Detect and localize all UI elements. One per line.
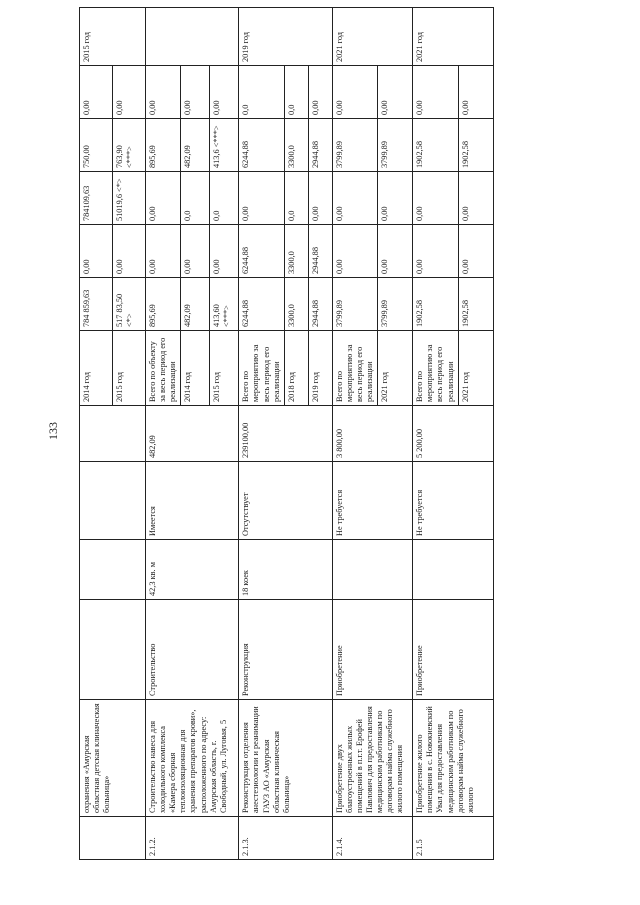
amount-regional: 0,0 xyxy=(181,172,210,225)
amount-other: 0,00 xyxy=(210,66,239,119)
work-type: Приобретение xyxy=(413,600,493,700)
capacity xyxy=(413,540,493,600)
period-label: 2014 год xyxy=(80,331,113,406)
design-status: Отсутствует xyxy=(239,462,332,540)
amount-regional: 0,00 xyxy=(378,172,413,225)
amount-local: 750,00 xyxy=(80,119,113,172)
amount-total: 1902,58 xyxy=(458,278,493,331)
period-label: Всего по объекту за весь период его реализации xyxy=(146,331,181,406)
estimated-cost: 3 800,00 xyxy=(332,406,412,462)
page-number: 133 xyxy=(46,422,60,440)
capacity: 18 коек xyxy=(239,540,332,600)
row-number: 2.1.4. xyxy=(332,817,412,860)
amount-other: 0,00 xyxy=(181,66,210,119)
amount-federal: 3300,0 xyxy=(284,225,308,278)
completion-year xyxy=(146,8,239,66)
object-name: Приобретение двух благоустроенных жилых помещений в п.г.т. Ерофей Павлович для предоставления медицинским работникам по договорам найма служебного жилого помещения xyxy=(332,700,412,817)
table-row xyxy=(332,8,377,860)
work-type: Приобретение xyxy=(332,600,412,700)
amount-regional: 0,00 xyxy=(239,172,284,225)
amount-regional: 0,0 xyxy=(210,172,239,225)
amount-other: 0,00 xyxy=(413,66,458,119)
amount-federal: 0,00 xyxy=(181,225,210,278)
amount-federal: 0,00 xyxy=(80,225,113,278)
row-number xyxy=(80,817,146,860)
period-label: Всего по мероприятию за весь период его реализации xyxy=(239,331,284,406)
row-number: 2.1.2. xyxy=(146,817,239,860)
amount-local: 2944,88 xyxy=(308,119,332,172)
amount-other: 0,00 xyxy=(146,66,181,119)
completion-year: 2019 год xyxy=(239,8,332,66)
work-type xyxy=(80,600,146,700)
amount-other: 0,00 xyxy=(113,66,146,119)
completion-year: 2015 год xyxy=(80,8,146,66)
table-row xyxy=(239,8,284,860)
amount-regional: 51019,6 <*> xyxy=(113,172,146,225)
amount-federal: 2944,88 xyxy=(308,225,332,278)
design-status: Не требуется xyxy=(413,462,493,540)
amount-federal: 0,00 xyxy=(378,225,413,278)
amount-regional: 0,00 xyxy=(146,172,181,225)
design-status: Имеется xyxy=(146,462,239,540)
amount-total: 6244,88 xyxy=(239,278,284,331)
period-label: Всего по мероприятию за весь период его реализации xyxy=(332,331,377,406)
amount-other: 0,00 xyxy=(80,66,113,119)
amount-total: 413,60 <***> xyxy=(210,278,239,331)
amount-total: 482,09 xyxy=(181,278,210,331)
period-label: 2021 год xyxy=(378,331,413,406)
object-name: Реконструкция отделения анестезиологии и реанимации ГАУЗ АО «Амурская областная клиническая больница» xyxy=(239,700,332,817)
amount-federal: 0,00 xyxy=(413,225,458,278)
amount-total: 1902,58 xyxy=(413,278,458,331)
amount-other: 0,0 xyxy=(239,66,284,119)
estimated-cost: 482,09 xyxy=(146,406,239,462)
capacity xyxy=(80,540,146,600)
period-label: 2015 год xyxy=(113,331,146,406)
amount-federal: 0,00 xyxy=(113,225,146,278)
amount-regional: 0,00 xyxy=(458,172,493,225)
amount-total: 3300,0 xyxy=(284,278,308,331)
completion-year: 2021 год xyxy=(413,8,493,66)
amount-regional: 784109,63 xyxy=(80,172,113,225)
row-number: 2.1.3. xyxy=(239,817,332,860)
amount-local: 482,09 xyxy=(181,119,210,172)
table-row xyxy=(146,8,181,860)
amount-total: 3799,89 xyxy=(378,278,413,331)
amount-total: 2944,88 xyxy=(308,278,332,331)
period-label: 2015 год xyxy=(210,331,239,406)
amount-other: 0,00 xyxy=(332,66,377,119)
amount-federal: 0,00 xyxy=(210,225,239,278)
amount-regional: 0,0 xyxy=(284,172,308,225)
object-name: охранения «Амурская областная детская клиначеская больница» xyxy=(80,700,146,817)
period-label: 2019 год xyxy=(308,331,332,406)
amount-local: 1902,58 xyxy=(413,119,458,172)
amount-regional: 0,00 xyxy=(413,172,458,225)
amount-local: 413,6 <***> xyxy=(210,119,239,172)
period-label: 2021 год xyxy=(458,331,493,406)
amount-local: 3799,89 xyxy=(332,119,377,172)
period-label: 2014 год xyxy=(181,331,210,406)
amount-other: 0,00 xyxy=(308,66,332,119)
design-status xyxy=(80,462,146,540)
work-type: Строительство xyxy=(146,600,239,700)
amount-total: 784 859,63 xyxy=(80,278,113,331)
amount-local: 895,69 xyxy=(146,119,181,172)
capacity: 42,3 кв. м xyxy=(146,540,239,600)
amount-total: 3799,89 xyxy=(332,278,377,331)
row-number: 2.1.5 xyxy=(413,817,493,860)
amount-federal: 6244,88 xyxy=(239,225,284,278)
amount-local: 3300,0 xyxy=(284,119,308,172)
amount-regional: 0,00 xyxy=(308,172,332,225)
design-status: Не требуется xyxy=(332,462,412,540)
object-name: Приобретение жилого помещения в с. Новокиевский Увал для предоставления медицинским работникам по договорам найма служебного жилого xyxy=(413,700,493,817)
completion-year: 2021 год xyxy=(332,8,412,66)
period-label: 2018 год xyxy=(284,331,308,406)
estimated-cost: 5 200,00 xyxy=(413,406,493,462)
amount-total: 895,69 xyxy=(146,278,181,331)
amount-federal: 0,00 xyxy=(332,225,377,278)
work-type: Реконструкция xyxy=(239,600,332,700)
table-row xyxy=(413,8,458,860)
amount-local: 763,90 <***> xyxy=(113,119,146,172)
amount-local: 1902,58 xyxy=(458,119,493,172)
table-row xyxy=(80,8,113,860)
capacity xyxy=(332,540,412,600)
amount-federal: 0,00 xyxy=(458,225,493,278)
amount-other: 0,00 xyxy=(378,66,413,119)
object-name: Строительство навеса для холодильного комплекса «Камера сборная теплоизоляционная для хранения препаратов крови», расположенного по адресу: Амурская область, г. Свободный, ул. Луговая, 5 xyxy=(146,700,239,817)
amount-other: 0,0 xyxy=(284,66,308,119)
amount-local: 6244,88 xyxy=(239,119,284,172)
estimated-cost xyxy=(80,406,146,462)
period-label: Всего по мероприятию за весь период его реализации xyxy=(413,331,458,406)
amount-total: 517 83,50 <*> xyxy=(113,278,146,331)
amount-local: 3799,89 xyxy=(378,119,413,172)
estimated-cost: 239100,00 xyxy=(239,406,332,462)
amount-federal: 0,00 xyxy=(146,225,181,278)
amount-other: 0,00 xyxy=(458,66,493,119)
rotated-table-container xyxy=(79,32,560,860)
amount-regional: 0,00 xyxy=(332,172,377,225)
investment-table xyxy=(79,7,494,860)
